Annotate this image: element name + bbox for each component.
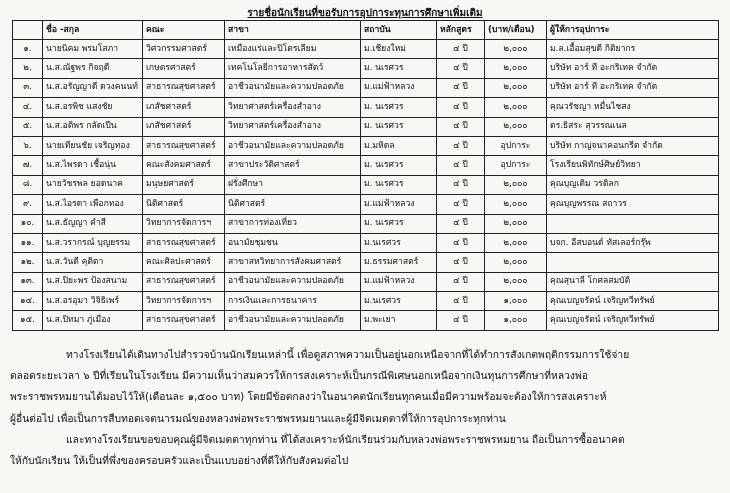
duration-cell: ๔ ปี xyxy=(437,292,485,311)
faculty-cell: วิทยาการจัดการฯ xyxy=(143,214,225,233)
amount-cell: ๒,๐๐๐ xyxy=(485,272,547,291)
sponsor-cell: คุณเบญจรัตน์ เจริญทวีทรัพย์ xyxy=(547,292,719,311)
student-name: นายเทียนชัย เจริญทอง xyxy=(43,136,143,155)
sponsor-cell: บริษัท กาญจนาคอนกรีต จำกัด xyxy=(547,136,719,155)
faculty-cell: วิทยาการจัดการฯ xyxy=(143,292,225,311)
student-name: น.ส.ธัญญา คำสี xyxy=(43,214,143,233)
table-row xyxy=(13,253,719,272)
faculty-cell: สาธารณสุขศาสตร์ xyxy=(143,272,225,291)
header-faculty: คณะ xyxy=(143,21,225,40)
header-no xyxy=(13,21,43,40)
row-number: ๙. xyxy=(13,195,43,214)
student-name: น.ส.ณัฐพร กิจฤดี xyxy=(43,59,143,78)
student-roster-table xyxy=(12,20,719,331)
duration-cell: ๔ ปี xyxy=(437,40,485,59)
table-row xyxy=(13,117,719,136)
header-duration: หลักสูตร xyxy=(437,21,485,40)
major-cell: อาชีวอนามัยและความปลอดภัย xyxy=(225,311,361,330)
student-name: น.ส.วรากรณ์ บุญยรรม xyxy=(43,233,143,252)
amount-cell: ๒,๐๐๐ xyxy=(485,98,547,117)
institute-cell: ม.ธรรมศาสตร์ xyxy=(361,253,437,272)
institute-cell: ม.นเรศวร xyxy=(361,292,437,311)
notes-section xyxy=(10,345,722,472)
amount-cell: ๒,๐๐๐ xyxy=(485,175,547,194)
duration-cell: ๔ ปี xyxy=(437,78,485,97)
sponsor-cell: คุณสุนาลี โกศลสมบัติ xyxy=(547,272,719,291)
faculty-cell: เภสัชศาสตร์ xyxy=(143,117,225,136)
institute-cell: ม.เชียงใหม่ xyxy=(361,40,437,59)
faculty-cell: สาธารณสุขศาสตร์ xyxy=(143,136,225,155)
institute-cell: ม. นเรศวร xyxy=(361,59,437,78)
duration-cell: ๔ ปี xyxy=(437,272,485,291)
header-institute: สถาบัน xyxy=(361,21,437,40)
major-cell: เหมืองแร่และปิโตรเลียม xyxy=(225,40,361,59)
sponsor-cell: คุณเบญจรัตน์ เจริญทวีทรัพย์ xyxy=(547,311,719,330)
institute-cell: ม.แม่ฟ้าหลวง xyxy=(361,78,437,97)
duration-cell: ๔ ปี xyxy=(437,175,485,194)
sponsor-cell: คุณบุญเติม วรติลก xyxy=(547,175,719,194)
amount-cell: ๒,๐๐๐ xyxy=(485,233,547,252)
major-cell: สาขาสหวิทยาการสังคมศาสตร์ xyxy=(225,253,361,272)
faculty-cell: มนุษยศาสตร์ xyxy=(143,175,225,194)
student-name: นายวัชรพล ยอดนาค xyxy=(43,175,143,194)
student-name: น.ส.วันดี คุติตา xyxy=(43,253,143,272)
amount-cell: ๒,๐๐๐ xyxy=(485,253,547,272)
row-number: ๑. xyxy=(13,40,43,59)
student-name: น.ส.ไอรดา เพือกทอง xyxy=(43,195,143,214)
row-number: ๑๒. xyxy=(13,253,43,272)
institute-cell: ม. นเรศวร xyxy=(361,175,437,194)
sponsor-cell: โรงเรียนพิทักษ์ศิษย์วิทยา xyxy=(547,156,719,175)
amount-cell: ๑,๐๐๐ xyxy=(485,292,547,311)
note-line: ตลอดระยะเวลา ๖ ปีที่เรียนในโรงเรียน มีความเห็นว่าสมควรให้การสงเคราะห์เป็นกรณีพิเศษนอกเหนือจากเงินทุนการศึกษาที่หลวงพ่อ xyxy=(10,370,588,383)
sponsor-cell: บริษัท อาร์ ที อะกริเทค จำกัด xyxy=(547,59,719,78)
duration-cell: ๔ ปี xyxy=(437,214,485,233)
table-row xyxy=(13,40,719,59)
institute-cell: ม. นเรศวร xyxy=(361,117,437,136)
row-number: ๘. xyxy=(13,175,43,194)
institute-cell: ม.แม่ฟ้าหลวง xyxy=(361,272,437,291)
faculty-cell: สาธารณสุขศาสตร์ xyxy=(143,233,225,252)
student-name: นายนิคม พรมโสภา xyxy=(43,40,143,59)
amount-cell: ๒,๐๐๐ xyxy=(485,40,547,59)
header-major: สาขา xyxy=(225,21,361,40)
sponsor-cell xyxy=(547,214,719,233)
duration-cell: ๔ ปี xyxy=(437,195,485,214)
institute-cell: ม. นเรศวร xyxy=(361,214,437,233)
table-row xyxy=(13,78,719,97)
sponsor-cell: บริษัท อาร์ ที อะกริเทค จำกัด xyxy=(547,78,719,97)
note-line: ให้กับนักเรียน ให้เป็นที่พึ่งของครอบครัวและเป็นแบบอย่างที่ดีให้กับสังคมต่อไป xyxy=(10,455,349,468)
row-number: ๒. xyxy=(13,59,43,78)
duration-cell: ๔ ปี xyxy=(437,98,485,117)
major-cell: อาชีวอนามัยและความปลอดภัย xyxy=(225,272,361,291)
note-line: พระราชพรหมยานได้มอบไว้ให้(เดือนละ ๑,๕๐๐ บาท) โดยมีข้อตกลงว่าในอนาคตนักเรียนทุกคนเมื่อมีความพร้อมจะต้องให้การสงเคราะห์ xyxy=(10,391,607,404)
major-cell: เทคโนโลยีการอาหารสัตว์ xyxy=(225,59,361,78)
duration-cell: ๔ ปี xyxy=(437,136,485,155)
duration-cell: ๔ ปี xyxy=(437,253,485,272)
header-sponsor: ผู้ให้การอุปการะ xyxy=(547,21,719,40)
faculty-cell: สาธารณสุขศาสตร์ xyxy=(143,78,225,97)
table-row xyxy=(13,272,719,291)
institute-cell: ม.พะเยา xyxy=(361,311,437,330)
faculty-cell: สาธารณสุขศาสตร์ xyxy=(143,311,225,330)
major-cell: วิทยาศาสตร์เครื่องสำอาง xyxy=(225,98,361,117)
sponsor-cell: คุณบุญพรรณ สถาวร xyxy=(547,195,719,214)
amount-cell: อุปการะ xyxy=(485,136,547,155)
institute-cell: ม. นเรศวร xyxy=(361,156,437,175)
institute-cell: ม.มหิดล xyxy=(361,136,437,155)
student-name: น.ส.ไพรดา เชื้อนุ่น xyxy=(43,156,143,175)
note-line: และทางโรงเรียนขอขอบคุณผู้มีจิตเมตตาทุกท่าน ที่ได้สงเคราะห์นักเรียนร่วมกับหลวงพ่อพระราชพรหมยาน ถือเป็นการซื้ออนาคต xyxy=(66,433,625,446)
row-number: ๓. xyxy=(13,78,43,97)
major-cell: อนามัยชุมชน xyxy=(225,233,361,252)
duration-cell: ๔ ปี xyxy=(437,233,485,252)
major-cell: อาชีวอนามัยและความปลอดภัย xyxy=(225,78,361,97)
amount-cell: ๒,๐๐๐ xyxy=(485,78,547,97)
duration-cell: ๔ ปี xyxy=(437,117,485,136)
header-amount: (บาท/เดือน) xyxy=(485,21,547,40)
major-cell: อาชีวอนามัยและความปลอดภัย xyxy=(225,136,361,155)
institute-cell: ม.แม่ฟ้าหลวง xyxy=(361,195,437,214)
amount-cell: ๒,๐๐๐ xyxy=(485,195,547,214)
duration-cell: ๔ ปี xyxy=(437,311,485,330)
table-body xyxy=(13,40,719,331)
student-name: น.ส.อรพิช แสงชัย xyxy=(43,98,143,117)
table-row xyxy=(13,214,719,233)
amount-cell: ๒,๐๐๐ xyxy=(485,214,547,233)
major-cell: ฝรั่งศึกษา xyxy=(225,175,361,194)
note-line: ผู้อื่นต่อไป เพื่อเป็นการสืบทอดเจตนารมณ์ของหลวงพ่อพระราชพรหมยานและผู้มีจิตเมตตาที่ให้การอุปการะทุกท่าน xyxy=(10,412,506,425)
faculty-cell: นิติศาสตร์ xyxy=(143,195,225,214)
table-row xyxy=(13,233,719,252)
row-number: ๖. xyxy=(13,136,43,155)
faculty-cell: เภสัชศาสตร์ xyxy=(143,98,225,117)
faculty-cell: เกษตรศาสตร์ xyxy=(143,59,225,78)
page-title: รายชื่อนักเรียนที่ขอรับการอุปการะทุนการศึกษาเพิ่มเติม xyxy=(247,8,483,19)
student-name: น.ส.ปิทมา ภู่เมือง xyxy=(43,311,143,330)
table-row xyxy=(13,136,719,155)
row-number: ๑๓. xyxy=(13,272,43,291)
row-number: ๑๕. xyxy=(13,311,43,330)
sponsor-cell: ดร.ธิสระ สุวรรณเนล xyxy=(547,117,719,136)
amount-cell: ๑,๐๐๐ xyxy=(485,311,547,330)
faculty-cell: คณะศิลปะศาสตร์ xyxy=(143,253,225,272)
table-row xyxy=(13,292,719,311)
duration-cell: ๔ ปี xyxy=(437,156,485,175)
sponsor-cell: คุณวรัชญา หมื่นไชสง xyxy=(547,98,719,117)
major-cell: สาขาการท่องเที่ยว xyxy=(225,214,361,233)
major-cell: วิทยาศาสตร์เครื่องสำอาง xyxy=(225,117,361,136)
table-row xyxy=(13,195,719,214)
major-cell: การเงินและการธนาคาร xyxy=(225,292,361,311)
institute-cell: ม.นเรศวร xyxy=(361,233,437,252)
sponsor-cell: บจก. อีสบอนด์ ทัสเลอร์กรุ๊พ xyxy=(547,233,719,252)
institute-cell: ม. นเรศวร xyxy=(361,98,437,117)
student-name: น.ส.อรัญญาดี ดวงคนนท์ xyxy=(43,78,143,97)
row-number: ๕. xyxy=(13,117,43,136)
row-number: ๑๐. xyxy=(13,214,43,233)
row-number: ๗. xyxy=(13,156,43,175)
duration-cell: ๔ ปี xyxy=(437,59,485,78)
row-number: ๔. xyxy=(13,98,43,117)
table-row xyxy=(13,59,719,78)
major-cell: สาขาประวัติศาสตร์ xyxy=(225,156,361,175)
row-number: ๑๔. xyxy=(13,292,43,311)
amount-cell: อุปการะ xyxy=(485,156,547,175)
table-row xyxy=(13,175,719,194)
sponsor-cell: ม.ล.เอื้อมสุขดี กิติยากร xyxy=(547,40,719,59)
note-line: ทางโรงเรียนได้เดินทางไปสำรวจบ้านนักเรียนเหล่านี้ เพื่อดูสภาพความเป็นอยู่นอกเหนือจากที่ได้ทำการสังเกตพฤติกรรมการใช้จ่าย xyxy=(66,349,630,361)
faculty-cell: วิศวกรรมศาสตร์ xyxy=(143,40,225,59)
student-name: น.ส.อติพร กลัดเปีน xyxy=(43,117,143,136)
sponsor-cell xyxy=(547,253,719,272)
table-row xyxy=(13,156,719,175)
major-cell: นิติศาสตร์ xyxy=(225,195,361,214)
faculty-cell: คณะสังคมศาสตร์ xyxy=(143,156,225,175)
table-row xyxy=(13,311,719,330)
student-name: น.ส.อรอุมา วิจิธิเพร์ xyxy=(43,292,143,311)
amount-cell: ๒,๐๐๐ xyxy=(485,117,547,136)
amount-cell: ๒,๐๐๐ xyxy=(485,59,547,78)
row-number: ๑๑. xyxy=(13,233,43,252)
header-name: ชื่อ -สกุล xyxy=(43,21,143,40)
table-header-row xyxy=(13,21,719,40)
table-row xyxy=(13,98,719,117)
student-name: น.ส.ปิยะพร ป้องสนาม xyxy=(43,272,143,291)
